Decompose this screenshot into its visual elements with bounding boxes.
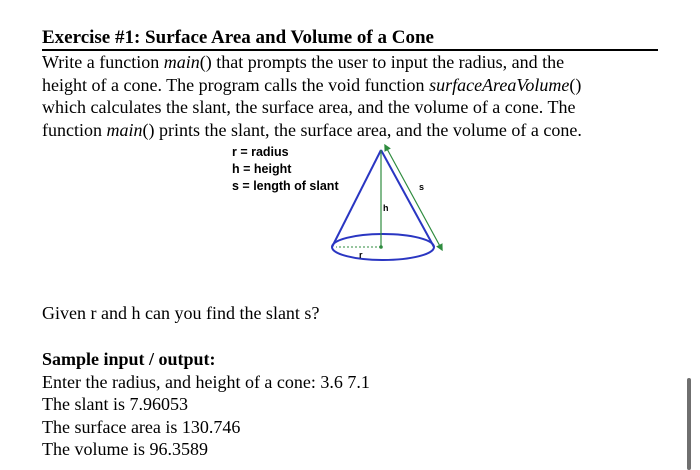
sample-line-input: Enter the radius, and height of a cone: 3.6 7.1: [42, 371, 370, 392]
sample-io: [42, 348, 642, 461]
height-label: h: [383, 203, 389, 213]
exercise-description: [42, 51, 682, 141]
sample-heading: Sample input / output:: [42, 349, 216, 369]
vertical-scrollbar[interactable]: [687, 378, 691, 470]
radius-label: r: [359, 250, 363, 260]
cone-slant-arrow: [386, 147, 441, 248]
cone-diagram: [300, 140, 500, 275]
surface-area-volume-function-name: surfaceAreaVolume: [429, 74, 570, 95]
sample-line-surface-area: The surface area is 130.746: [42, 416, 241, 437]
slant-question: Given r and h can you find the slant s?: [42, 303, 320, 323]
description-line-1: Write a function main() that prompts the user to input the radius, and the: [42, 52, 565, 72]
cone-center-dot: [379, 245, 383, 249]
main-function-name: main: [163, 52, 200, 72]
main-function-name: main: [106, 119, 143, 140]
slant-label: s: [419, 182, 425, 192]
legend-height: h = height: [232, 162, 292, 176]
legend-radius: r = radius: [232, 145, 289, 159]
cone-right-side: [381, 150, 434, 247]
sample-line-volume: The volume is 96.3589: [42, 439, 208, 459]
description-line-4: function main() prints the slant, the surface area, and the volume of a cone.: [42, 119, 582, 140]
description-line-3: which calculates the slant, the surface area, and the volume of a cone. The: [42, 97, 576, 117]
exercise-title: Exercise #1: Surface Area and Volume of a Cone: [42, 27, 434, 48]
legend-slant: s = length of slant: [232, 179, 339, 193]
description-line-2: height of a cone. The program calls the void function surfaceAreaVolume(): [42, 74, 582, 95]
sample-line-slant: The slant is 7.96053: [42, 394, 188, 414]
cone-left-side: [332, 150, 381, 247]
